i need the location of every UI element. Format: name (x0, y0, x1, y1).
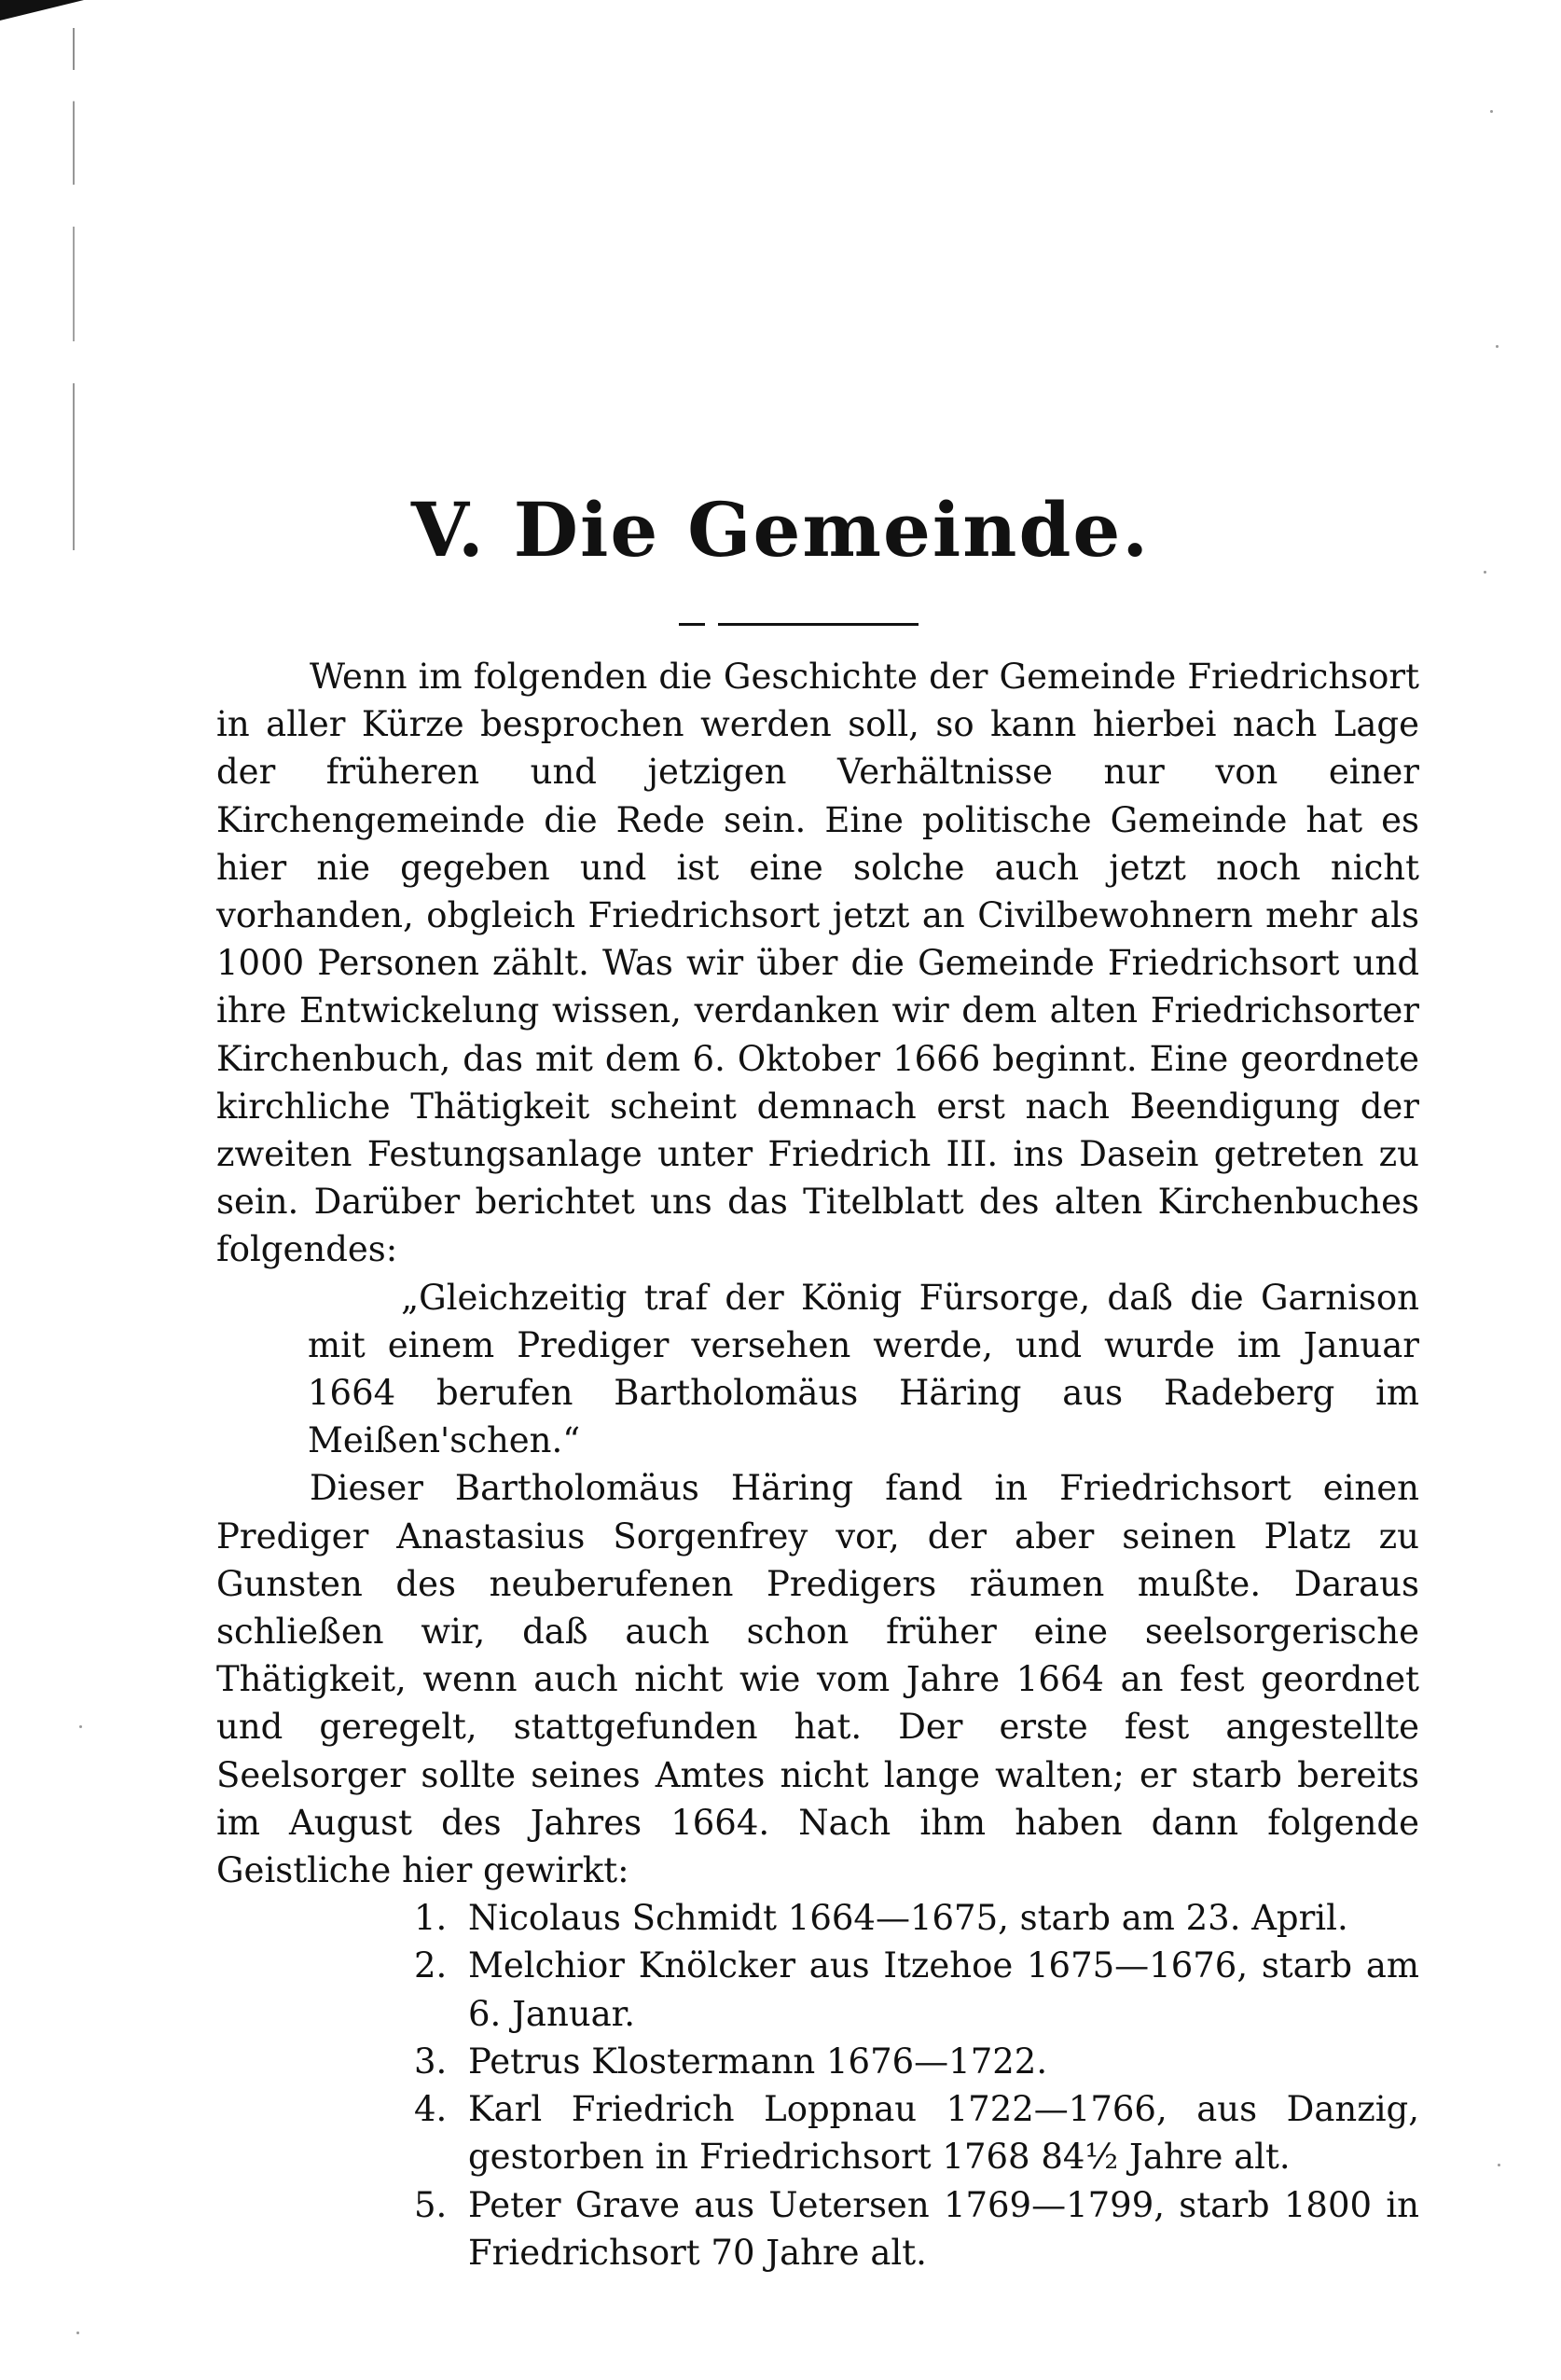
scan-speck (1490, 110, 1493, 113)
clergy-entry: Petrus Klostermann 1676—1722. (468, 2041, 1048, 2082)
corner-mark (0, 0, 84, 21)
clergy-list-item (414, 2038, 1419, 2085)
clergy-number: 1. (414, 1898, 448, 1939)
scan-speck (1496, 345, 1499, 348)
scan-speck (1498, 2164, 1500, 2166)
continuation-paragraph: Dieser Bartholomäus Häring fand in Friedrichsort einen Prediger Anastasius Sorgenfrey vor, der aber seinen Platz zu Gunsten des neuberufenen Predigers räumen mußte. Daraus schließen wir, daß auch schon früher eine seelsorgerische Thätigkeit, wenn auch nicht wie vom Jahre 1664 an fest geordnet und geregelt, stattgefunden hat. Der erste fest angestellte Seelsorger sollte seines Amtes nicht lange walten; er starb bereits im August des Jahres 1664. Nach ihm haben dann folgende Geistliche hier gewirkt: (216, 1468, 1419, 1891)
clergy-entry: Melchior Knölcker aus Itzehoe 1675—1676, starb am 6. Januar. (468, 1945, 1419, 2034)
scan-speck (1484, 571, 1486, 574)
title-page-quote: „Gleichzeitig traf der König Fürsorge, daß die Garnison mit einem Prediger versehen werde, und wurde im Januar 1664 berufen Bartholomäus Häring aus Radeberg im Meißen'schen.“ (308, 1277, 1419, 1461)
chapter-body (216, 653, 1419, 2276)
clergy-entry: Peter Grave aus Uetersen 1769—1799, starb 1800 in Friedrichsort 70 Jahre alt. (468, 2184, 1419, 2273)
scan-speck (76, 2332, 79, 2334)
clergy-list-item (414, 1894, 1419, 1942)
intro-paragraph: Wenn im folgenden die Geschichte der Gemeinde Friedrichsort in aller Kürze besprochen werden soll, so kann hierbei nach Lage der früheren und jetzigen Verhältnisse nur von einer Kirchengemeinde die Rede sein. Eine politische Gemeinde hat es hier nie gegeben und ist eine solche auch jetzt noch nicht vorhanden, obgleich Friedrichsort jetzt an Civilbewohnern mehr als 1000 Personen zählt. Was wir über die Gemeinde Friedrichsort und ihre Entwickelung wissen, verdanken wir dem alten Friedrichsorter Kirchenbuch, das mit dem 6. Oktober 1666 beginnt. Eine geordnete kirchliche Thätigkeit scheint demnach erst nach Beendigung der zweiten Festungsanlage unter Friedrich III. ins Dasein getreten zu sein. Darüber berichtet uns das Titelblatt des alten Kirchenbuches folgendes: (216, 657, 1419, 1270)
scan-edge-artifact (73, 28, 75, 550)
clergy-list (216, 1894, 1419, 2276)
clergy-number: 2. (414, 1945, 448, 1986)
scan-speck (79, 1725, 82, 1728)
title-rule (718, 623, 919, 626)
clergy-list-item (414, 1942, 1419, 2037)
clergy-number: 3. (414, 2041, 448, 2082)
clergy-entry: Karl Friedrich Loppnau 1722—1766, aus Danzig, gestorben in Friedrichsort 1768 84½ Jahre alt. (468, 2089, 1419, 2178)
clergy-number: 5. (414, 2184, 448, 2225)
clergy-entry: Nicolaus Schmidt 1664—1675, starb am 23. April. (468, 1898, 1348, 1939)
clergy-list-item (414, 2085, 1419, 2180)
clergy-list-item (414, 2181, 1419, 2276)
chapter-title: V. Die Gemeinde. (410, 486, 1151, 574)
clergy-number: 4. (414, 2089, 448, 2130)
